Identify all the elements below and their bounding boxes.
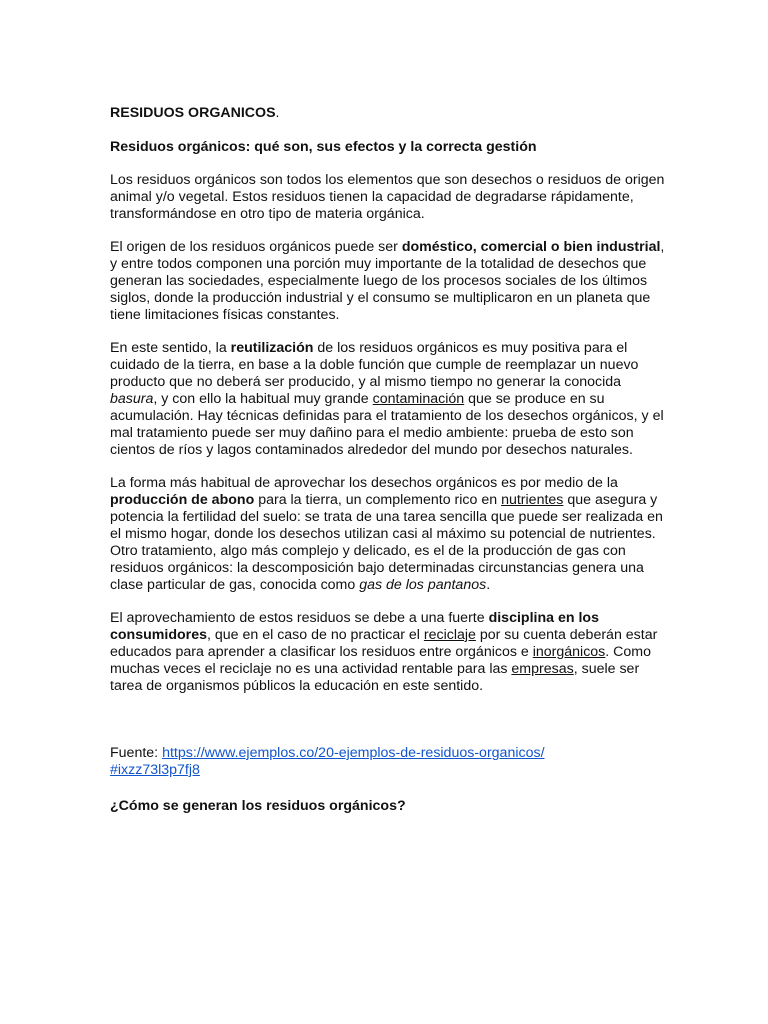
section-question-heading: ¿Cómo se generan los residuos orgánicos? (110, 798, 406, 814)
link-contaminacion[interactable]: contaminación (372, 391, 465, 407)
link-nutrientes[interactable]: nutrientes (501, 492, 564, 508)
link-empresas[interactable]: empresas (511, 661, 574, 677)
document-title: RESIDUOS ORGANICOS. (110, 105, 280, 121)
link-reciclaje[interactable]: reciclaje (423, 627, 476, 643)
source-link[interactable]: https://www.ejemplos.co/20-ejemplos-de-residuos-organicos/ #ixzz73l3p7fj8 (110, 745, 545, 778)
source-line: Fuente: https://www.ejemplos.co/20-ejemplos-de-residuos-organicos/ #ixzz73l3p7fj8 (110, 745, 545, 778)
paragraph-discipline: El aprovechamiento de estos residuos se debe a una fuerte disciplina en los consumidores, que en el caso de no practicar el reciclaje por su cuenta deberán estar educados para aprender a clasificar los residuos entre orgánicos e inorgánicos. Como muchas veces el reciclaje no es una actividad rentable para las empresas, suele ser tarea de organismos públicos la educación en este sentido. (110, 610, 658, 694)
paragraph-definition: Los residuos orgánicos son todos los elementos que son desechos o residuos de origen animal y/o vegetal. Estos residuos tienen la capacidad de degradarse rápidamente, transformándose en otro tipo de materia orgánica. (110, 172, 665, 222)
paragraph-origin: El origen de los residuos orgánicos puede ser doméstico, comercial o bien industrial, y entre todos componen una porción muy importante de la totalidad de desechos que generan las sociedades, especialmente luego de los procesos sociales de los últimos siglos, donde la producción industrial y el consumo se multiplicaron en un planeta que tiene limitaciones físicas constantes. (110, 239, 665, 323)
link-inorganicos[interactable]: inorgánicos (532, 644, 606, 660)
paragraph-reuse: En este sentido, la reutilización de los residuos orgánicos es muy positiva para el cuidado de la tierra, en base a la doble función que cumple de reemplazar un nuevo producto que no deberá ser producido, y al mismo tiempo no generar la conocida basura, y con ello la habitual muy grande contaminación que se produce en su acumulación. Hay técnicas definidas para el tratamiento de los desechos orgánicos, y el mal tratamiento puede ser muy dañino para el medio ambiente: prueba de esto son cientos de ríos y lagos contaminados alrededor del mundo por desechos naturales. (110, 340, 664, 458)
document-subtitle: Residuos orgánicos: qué son, sus efectos y la correcta gestión (110, 139, 537, 155)
paragraph-compost: La forma más habitual de aprovechar los desechos orgánicos es por medio de la producción de abono para la tierra, un complemento rico en nutrientes que asegura y potencia la fertilidad del suelo: se trata de una tarea sencilla que puede ser realizada en el mismo hogar, donde los desechos utilizan casi al máximo su potencial de nutrientes. Otro tratamiento, algo más complejo y delicado, es el de la producción de gas con residuos orgánicos: la descomposición bajo determinadas circunstancias genera una clase particular de gas, conocida como gas de los pantanos. (110, 475, 663, 593)
